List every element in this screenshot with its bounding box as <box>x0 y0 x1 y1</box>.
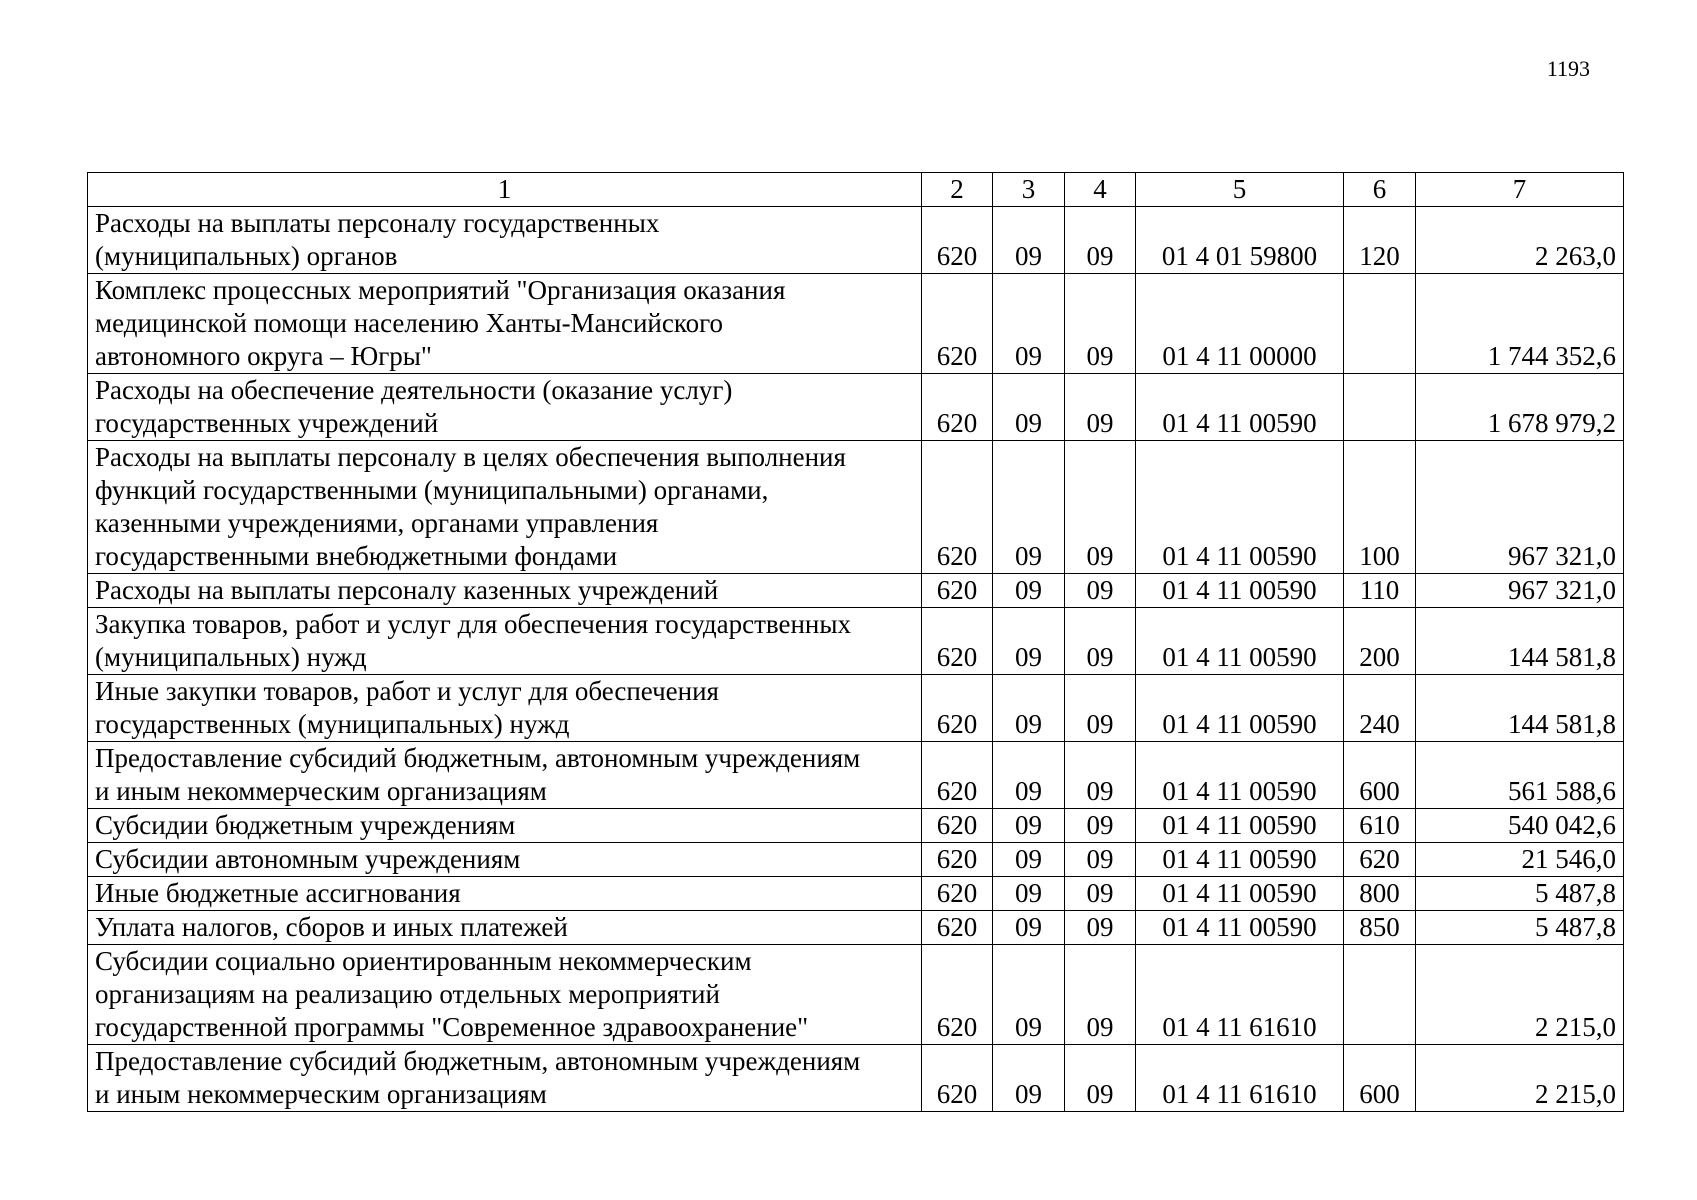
target-article-code: 01 4 11 00590 <box>1136 608 1344 675</box>
ministry-code: 620 <box>922 207 993 274</box>
target-article-code: 01 4 11 00000 <box>1136 274 1344 374</box>
description-line: медицинской помощи населению Ханты-Мансийского <box>95 308 724 338</box>
table-row <box>88 877 1624 911</box>
section-code: 09 <box>993 1045 1065 1112</box>
page-number: 1193 <box>1546 56 1590 81</box>
ministry-code: 620 <box>922 608 993 675</box>
expense-type-code: 200 <box>1344 608 1416 675</box>
row-description <box>88 207 922 274</box>
amount: 1 744 352,6 <box>1416 274 1624 374</box>
description-line: Закупка товаров, работ и услуг для обеспечения государственных <box>95 609 852 639</box>
header-cell: 5 <box>1136 173 1344 207</box>
row-description <box>88 742 922 809</box>
section-code: 09 <box>993 742 1065 809</box>
header-cell: 6 <box>1344 173 1416 207</box>
subsection-code: 09 <box>1065 742 1136 809</box>
expense-type-code: 800 <box>1344 877 1416 911</box>
expense-type-code: 100 <box>1344 441 1416 574</box>
row-description <box>88 675 922 742</box>
header-cell: 7 <box>1416 173 1624 207</box>
header-cell: 2 <box>922 173 993 207</box>
table-row <box>88 574 1624 608</box>
amount: 561 588,6 <box>1416 742 1624 809</box>
subsection-code: 09 <box>1065 574 1136 608</box>
subsection-code: 09 <box>1065 1045 1136 1112</box>
subsection-code: 09 <box>1065 274 1136 374</box>
expense-type-code: 850 <box>1344 911 1416 945</box>
table-row <box>88 207 1624 274</box>
description-line: государственных (муниципальных) нужд <box>95 709 570 739</box>
table-row <box>88 1045 1624 1112</box>
ministry-code: 620 <box>922 441 993 574</box>
ministry-code: 620 <box>922 911 993 945</box>
row-description <box>88 574 922 608</box>
section-code: 09 <box>993 608 1065 675</box>
section-code: 09 <box>993 675 1065 742</box>
target-article-code: 01 4 11 00590 <box>1136 441 1344 574</box>
ministry-code: 620 <box>922 675 993 742</box>
expense-type-code: 120 <box>1344 207 1416 274</box>
description-line: (муниципальных) органов <box>95 241 398 271</box>
amount: 967 321,0 <box>1416 574 1624 608</box>
description-line: Иные бюджетные ассигнования <box>95 878 461 908</box>
header-cell: 1 <box>88 173 922 207</box>
section-code: 09 <box>993 877 1065 911</box>
ministry-code: 620 <box>922 742 993 809</box>
row-description <box>88 877 922 911</box>
budget-table <box>87 172 1624 1112</box>
subsection-code: 09 <box>1065 207 1136 274</box>
ministry-code: 620 <box>922 374 993 441</box>
row-description <box>88 911 922 945</box>
target-article-code: 01 4 11 00590 <box>1136 809 1344 843</box>
section-code: 09 <box>993 574 1065 608</box>
description-line: организациям на реализацию отдельных мероприятий <box>95 979 720 1009</box>
amount: 144 581,8 <box>1416 608 1624 675</box>
amount: 5 487,8 <box>1416 911 1624 945</box>
expense-type-code <box>1344 945 1416 1045</box>
subsection-code: 09 <box>1065 374 1136 441</box>
description-line: Иные закупки товаров, работ и услуг для обеспечения <box>95 676 719 706</box>
target-article-code: 01 4 11 00590 <box>1136 911 1344 945</box>
table-row <box>88 911 1624 945</box>
row-description <box>88 945 922 1045</box>
description-line: Субсидии автономным учреждениям <box>95 844 521 874</box>
amount: 5 487,8 <box>1416 877 1624 911</box>
amount: 2 215,0 <box>1416 945 1624 1045</box>
description-line: Расходы на выплаты персоналу в целях обеспечения выполнения <box>95 442 846 472</box>
section-code: 09 <box>993 274 1065 374</box>
section-code: 09 <box>993 945 1065 1045</box>
target-article-code: 01 4 11 00590 <box>1136 843 1344 877</box>
expense-type-code: 600 <box>1344 1045 1416 1112</box>
description-line: Уплата налогов, сборов и иных платежей <box>95 912 568 942</box>
ministry-code: 620 <box>922 274 993 374</box>
description-line: автономного округа – Югры" <box>95 341 432 371</box>
description-line: государственной программы "Современное здравоохранение" <box>95 1012 809 1042</box>
subsection-code: 09 <box>1065 809 1136 843</box>
amount: 540 042,6 <box>1416 809 1624 843</box>
target-article-code: 01 4 11 00590 <box>1136 742 1344 809</box>
amount: 1 678 979,2 <box>1416 374 1624 441</box>
amount: 2 215,0 <box>1416 1045 1624 1112</box>
description-line: Расходы на обеспечение деятельности (оказание услуг) <box>95 375 733 405</box>
table-row <box>88 441 1624 574</box>
expense-type-code <box>1344 274 1416 374</box>
description-line: казенными учреждениями, органами управления <box>95 508 659 538</box>
subsection-code: 09 <box>1065 945 1136 1045</box>
row-description <box>88 441 922 574</box>
subsection-code: 09 <box>1065 441 1136 574</box>
target-article-code: 01 4 11 00590 <box>1136 374 1344 441</box>
row-description <box>88 809 922 843</box>
description-line: Субсидии социально ориентированным некоммерческим <box>95 946 752 976</box>
description-line: и иным некоммерческим организациям <box>95 1079 547 1109</box>
description-line: (муниципальных) нужд <box>95 642 367 672</box>
expense-type-code: 620 <box>1344 843 1416 877</box>
header-cell: 3 <box>993 173 1065 207</box>
expense-type-code <box>1344 374 1416 441</box>
description-line: Расходы на выплаты персоналу казенных учреждений <box>95 575 719 605</box>
description-line: функций государственными (муниципальными) органами, <box>95 475 769 505</box>
subsection-code: 09 <box>1065 843 1136 877</box>
row-description <box>88 274 922 374</box>
row-description <box>88 374 922 441</box>
table-row <box>88 274 1624 374</box>
description-line: Расходы на выплаты персоналу государственных <box>95 208 660 238</box>
table-row <box>88 374 1624 441</box>
expense-type-code: 600 <box>1344 742 1416 809</box>
table-body <box>88 207 1624 1112</box>
section-code: 09 <box>993 809 1065 843</box>
amount: 21 546,0 <box>1416 843 1624 877</box>
row-description <box>88 843 922 877</box>
row-description <box>88 608 922 675</box>
description-line: государственными внебюджетными фондами <box>95 541 618 571</box>
target-article-code: 01 4 11 00590 <box>1136 675 1344 742</box>
section-code: 09 <box>993 374 1065 441</box>
subsection-code: 09 <box>1065 911 1136 945</box>
header-cell: 4 <box>1065 173 1136 207</box>
ministry-code: 620 <box>922 809 993 843</box>
description-line: Предоставление субсидий бюджетным, автономным учреждениям <box>95 1046 861 1076</box>
description-line: Комплекс процессных мероприятий "Организация оказания <box>95 275 786 305</box>
section-code: 09 <box>993 843 1065 877</box>
table-row <box>88 843 1624 877</box>
section-code: 09 <box>993 207 1065 274</box>
section-code: 09 <box>993 911 1065 945</box>
table-row <box>88 809 1624 843</box>
ministry-code: 620 <box>922 945 993 1045</box>
subsection-code: 09 <box>1065 877 1136 911</box>
ministry-code: 620 <box>922 574 993 608</box>
description-line: и иным некоммерческим организациям <box>95 776 547 806</box>
table-row <box>88 945 1624 1045</box>
target-article-code: 01 4 11 00590 <box>1136 877 1344 911</box>
target-article-code: 01 4 01 59800 <box>1136 207 1344 274</box>
expense-type-code: 610 <box>1344 809 1416 843</box>
section-code: 09 <box>993 441 1065 574</box>
subsection-code: 09 <box>1065 675 1136 742</box>
expense-type-code: 240 <box>1344 675 1416 742</box>
ministry-code: 620 <box>922 1045 993 1112</box>
ministry-code: 620 <box>922 843 993 877</box>
expense-type-code: 110 <box>1344 574 1416 608</box>
amount: 967 321,0 <box>1416 441 1624 574</box>
table-row <box>88 675 1624 742</box>
target-article-code: 01 4 11 00590 <box>1136 574 1344 608</box>
description-line: государственных учреждений <box>95 408 439 438</box>
amount: 144 581,8 <box>1416 675 1624 742</box>
row-description <box>88 1045 922 1112</box>
table-row <box>88 742 1624 809</box>
target-article-code: 01 4 11 61610 <box>1136 945 1344 1045</box>
description-line: Субсидии бюджетным учреждениям <box>95 810 516 840</box>
amount: 2 263,0 <box>1416 207 1624 274</box>
table-row <box>88 608 1624 675</box>
description-line: Предоставление субсидий бюджетным, автономным учреждениям <box>95 743 861 773</box>
header-row <box>88 173 1624 207</box>
ministry-code: 620 <box>922 877 993 911</box>
subsection-code: 09 <box>1065 608 1136 675</box>
target-article-code: 01 4 11 61610 <box>1136 1045 1344 1112</box>
